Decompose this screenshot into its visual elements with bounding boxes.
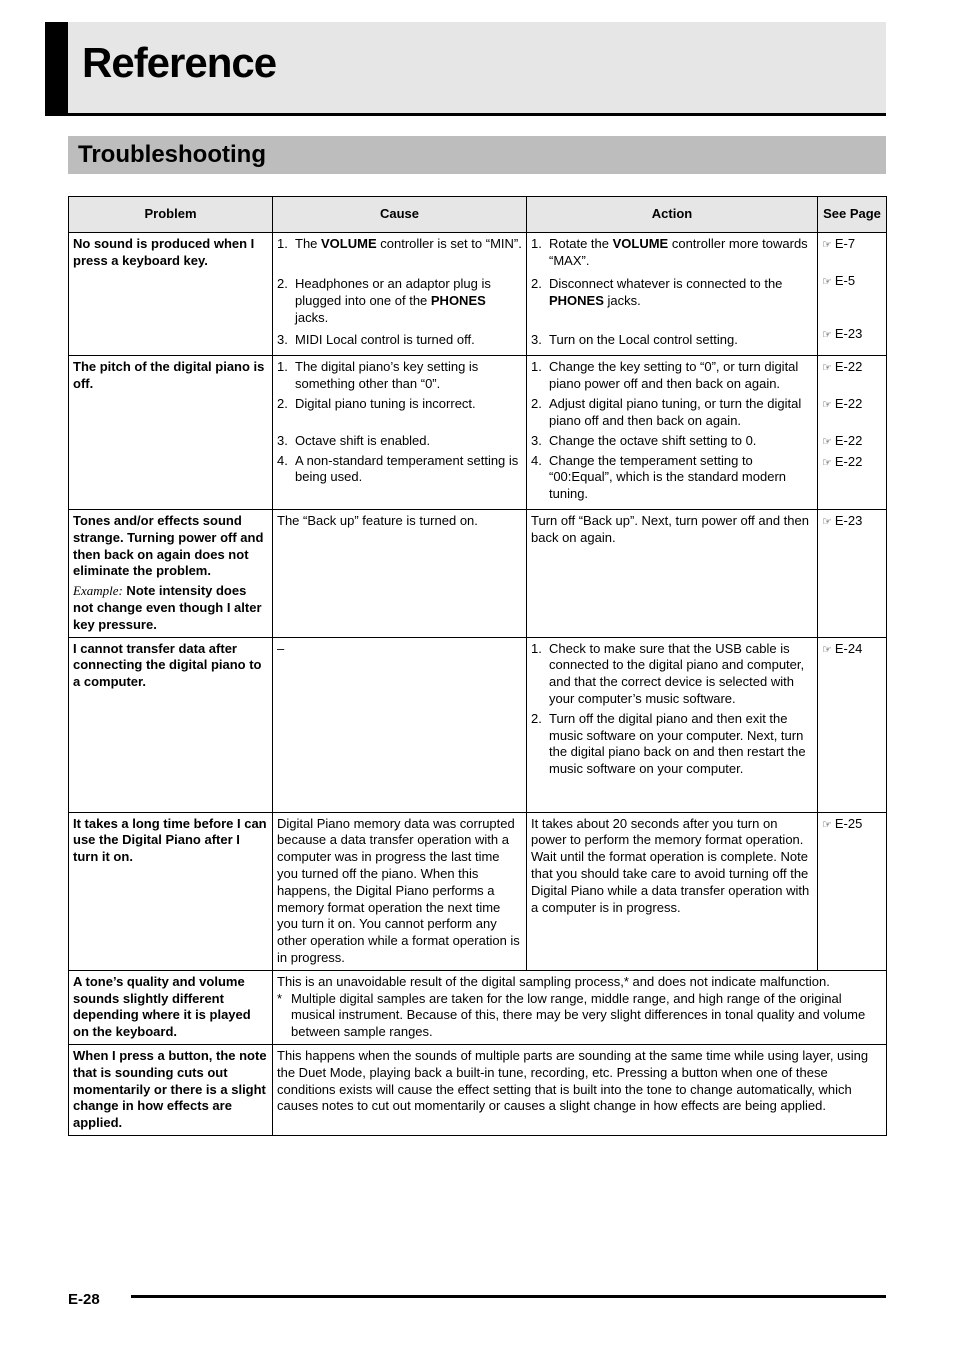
page-ref: ☞ E-22 (822, 358, 863, 374)
hand-pointer-icon: ☞ (822, 361, 832, 374)
page-cell: ☞ E-25 (818, 812, 887, 970)
page-ref: ☞ E-22 (822, 432, 863, 448)
chapter-header (45, 22, 886, 116)
action-item: 3. Change the octave shift setting to 0. (531, 432, 757, 448)
cause-cell: The “Back up” feature is turned on. (273, 509, 527, 637)
problem-cell: The pitch of the digital piano is off. (69, 355, 273, 509)
hand-pointer-icon: ☞ (822, 276, 832, 288)
action-item: 1. Check to make sure that the USB cable is connected to the digital piano and computer, and that the correct device is selected with your computer’s music software. (531, 640, 805, 706)
cause-cell: Digital Piano memory data was corrupted because a data transfer operation with a computer was in progress the last time you turned off the piano. When this happens, the Digital Piano performs a memory format operation the next time you turn it on. You cannot perform any other operation while a format operation is in progress. (273, 812, 527, 970)
problem-cell: When I press a button, the note that is sounding cuts out momentarily or there is a slight change in how effects are applied. (69, 1044, 273, 1135)
problem-cell: Tones and/or effects sound strange. Turning power off and then back on again does not eliminate the problem. Example: Note intensity does not change even though I alter key pressure. (69, 509, 273, 637)
page-ref: ☞ E-22 (822, 395, 863, 411)
page-cell: ☞ E-23 (818, 509, 887, 637)
header-see-page: See Page (818, 197, 887, 233)
action-cell (527, 233, 818, 356)
explanation-cell: This is an unavoidable result of the digital sampling process,* and does not indicate malfunction. * Multiple digital samples are taken for the low range, middle range, and high range of the original musical instrument. Because of this, there may be very slight differences in tonal quality and volume between sample ranges. (273, 970, 887, 1044)
table-row (69, 812, 887, 970)
page-ref: ☞ E-5 (822, 273, 856, 288)
cause-cell: – (273, 637, 527, 812)
hand-pointer-icon: ☞ (822, 398, 832, 411)
troubleshooting-table (68, 196, 887, 1136)
chapter-bar (45, 22, 68, 113)
hand-pointer-icon: ☞ (822, 643, 832, 656)
table-row (69, 970, 887, 1044)
action-cell (527, 637, 818, 812)
table-row (69, 233, 887, 356)
footer-rule (131, 1295, 886, 1298)
action-cell (527, 355, 818, 509)
hand-pointer-icon: ☞ (822, 818, 832, 831)
action-item: 2. Turn off the digital piano and then exit the music software on your computer. Next, turn the digital piano back on and then restart the music software on your computer. (531, 710, 806, 777)
footnote: * Multiple digital samples are taken for the low range, middle range, and high range of the original musical instrument. Because of this, there may be very slight differences in tonal quality and volume between sample ranges. (277, 990, 866, 1040)
action-item: 1. Change the key setting to “0”, or turn digital piano power off and then back on again. (531, 358, 799, 391)
cause-cell (273, 355, 527, 509)
table-row (69, 355, 887, 509)
header-action: Action (527, 197, 818, 233)
cause-item: 1. The digital piano’s key setting is something other than “0”. (277, 358, 479, 391)
cause-item: 2. Digital piano tuning is incorrect. (277, 395, 476, 411)
example-label: Example: (73, 583, 123, 599)
problem-cell: It takes a long time before I can use the Digital Piano after I turn it on. (69, 812, 273, 970)
page-cell (818, 355, 887, 509)
table-row (69, 637, 887, 812)
action-cell: It takes about 20 seconds after you turn on power to perform the memory format operation. Wait until the format operation is complete. Note that you should take care to avoid turning off the Digital Piano while a data transfer operation with a computer is in progress. (527, 812, 818, 970)
hand-pointer-icon: ☞ (822, 435, 832, 448)
hand-pointer-icon: ☞ (822, 515, 832, 528)
hand-pointer-icon: ☞ (822, 239, 832, 251)
page-number: E-28 (68, 1291, 100, 1308)
cause-item: 3. MIDI Local control is turned off. (277, 332, 475, 347)
header-row (69, 197, 887, 233)
action-item: 1. Rotate the VOLUME controller more towards “MAX”. (531, 236, 808, 268)
problem-cell: No sound is produced when I press a keyboard key. (69, 233, 273, 356)
problem-cell: I cannot transfer data after connecting the digital piano to a computer. (69, 637, 273, 812)
header-cause: Cause (273, 197, 527, 233)
page-cell (818, 233, 887, 356)
section-header (68, 136, 886, 174)
header-problem: Problem (69, 197, 273, 233)
explanation-cell: This happens when the sounds of multiple parts are sounding at the same time while using layer, using the Duet Mode, playing back a built-in tune, recording, etc. Pressing a button when one of these conditions exists will cause the effect setting that is built into the tone to change automatically, which causes notes to cut out momentarily or causes a slight change in how effects are being applied. (273, 1044, 887, 1135)
cause-item: 4. A non-standard temperament setting is being used. (277, 452, 519, 485)
hand-pointer-icon: ☞ (822, 456, 832, 469)
action-item: 2. Disconnect whatever is connected to the PHONES jacks. (531, 276, 783, 308)
page-cell: ☞ E-24 (818, 637, 887, 812)
table-row (69, 509, 887, 637)
table-row (69, 1044, 887, 1135)
page-ref: ☞ E-7 (822, 236, 856, 251)
cause-item: 2. Headphones or an adaptor plug is plugged into one of the PHONES jacks. (277, 276, 491, 325)
problem-cell: A tone’s quality and volume sounds slightly different depending where it is played on the keyboard. (69, 970, 273, 1044)
section-title: Troubleshooting (78, 141, 266, 168)
action-item: 4. Change the temperament setting to “00:Equal”, which is the standard modern tuning. (531, 452, 787, 502)
page-ref: ☞ E-22 (822, 453, 863, 469)
page-ref: ☞ E-23 (822, 326, 863, 341)
action-cell: Turn off “Back up”. Next, turn power off and then back on again. (527, 509, 818, 637)
cause-item: 1. The VOLUME controller is set to “MIN”. (277, 236, 522, 251)
chapter-title: Reference (82, 39, 277, 86)
cause-item: 3. Octave shift is enabled. (277, 432, 431, 448)
cause-cell (273, 233, 527, 356)
hand-pointer-icon: ☞ (822, 329, 832, 341)
action-item: 2. Adjust digital piano tuning, or turn the digital piano off and then back on again. (531, 395, 802, 428)
action-item: 3. Turn on the Local control setting. (531, 332, 738, 347)
